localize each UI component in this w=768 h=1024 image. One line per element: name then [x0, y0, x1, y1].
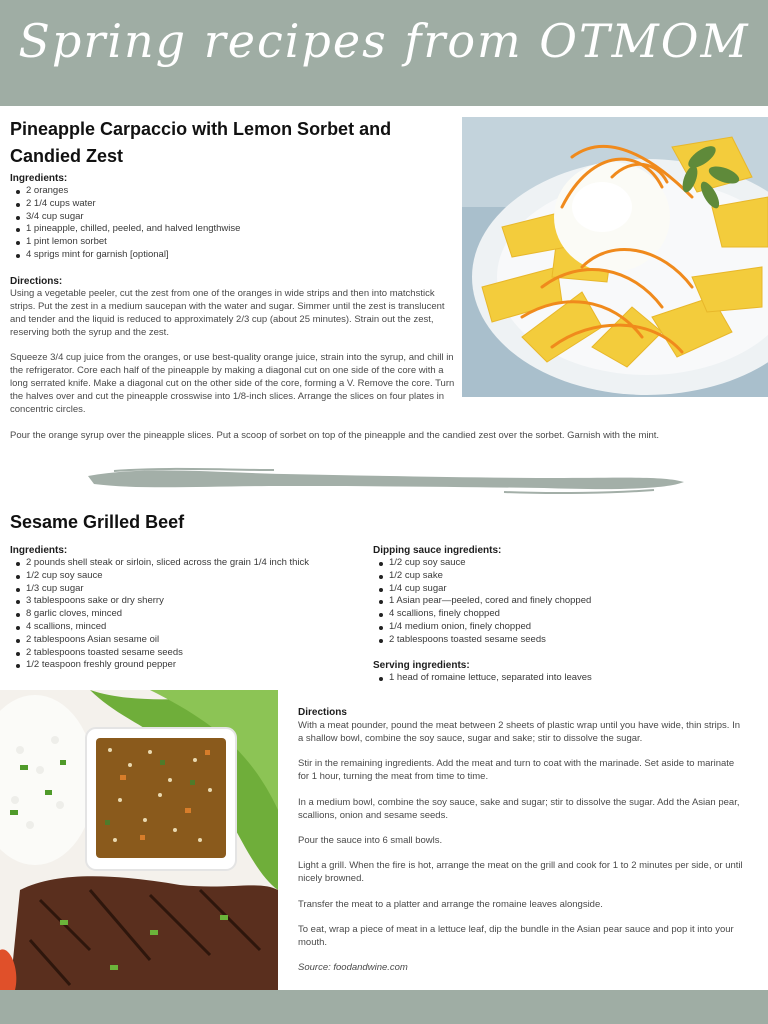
- dipping-sauce-label: Dipping sauce ingredients:: [373, 545, 502, 556]
- list-item: 1/4 cup sugar: [373, 583, 591, 596]
- list-item: 2 tablespoons Asian sesame oil: [10, 634, 309, 647]
- list-item: 1 head of romaine lettuce, separated into leaves: [373, 672, 592, 685]
- page-title: Spring recipes from OTMOM: [18, 14, 750, 68]
- list-item: 1/3 cup sugar: [10, 583, 309, 596]
- list-item: 2 tablespoons toasted sesame seeds: [373, 634, 591, 647]
- list-item: 1 Asian pear—peeled, cored and finely chopped: [373, 595, 591, 608]
- direction-paragraph: Using a vegetable peeler, cut the zest from one of the oranges in wide strips and then into matchstick strips. Put the zest in a medium saucepan with the water and sugar. Simmer until the zest is translucent and tender and the liquid is reduced to approximately 2/3 cup (about 25 minutes). Strain out the zest, reserving both the syrup and the zest.: [10, 288, 445, 338]
- ingredients-label: Ingredients:: [10, 545, 68, 556]
- list-item: 2 1/4 cups water: [10, 198, 240, 211]
- directions-label: Directions: [298, 707, 347, 718]
- list-item: 1/2 cup sake: [373, 570, 591, 583]
- pineapple-carpaccio-photo: [462, 117, 768, 397]
- recipe-title-sesame-beef: Sesame Grilled Beef: [10, 512, 185, 532]
- list-item: 1/2 cup soy sauce: [373, 557, 591, 570]
- direction-paragraph: Pour the orange syrup over the pineapple slices. Put a scoop of sorbet on top of the pineapple and the candied zest over the sorbet. Garnish with the mint.: [10, 430, 660, 441]
- sesame-beef-directions: [298, 706, 746, 988]
- source-credit: Source: foodandwine.com: [298, 962, 408, 974]
- header-band: [0, 0, 768, 106]
- footer-band: [0, 990, 768, 1024]
- recipe-title-carpaccio: Pineapple Carpaccio with Lemon Sorbet and Candied Zest: [10, 119, 392, 166]
- direction-paragraph: With a meat pounder, pound the meat between 2 sheets of plastic wrap until you have wide, thin strips. In a shallow bowl, combine the soy sauce, sugar and sake; stir to dissolve the sugar.: [298, 720, 741, 744]
- brush-divider: [84, 460, 688, 500]
- list-item: 1/4 medium onion, finely chopped: [373, 621, 591, 634]
- list-item: 4 scallions, minced: [10, 621, 309, 634]
- list-item: 4 sprigs mint for garnish [optional]: [10, 249, 240, 262]
- direction-paragraph: Pour the sauce into 6 small bowls.: [298, 834, 443, 846]
- list-item: 3 tablespoons sake or dry sherry: [10, 595, 309, 608]
- list-item: 1 pint lemon sorbet: [10, 236, 240, 249]
- direction-paragraph: In a medium bowl, combine the soy sauce, sake and sugar; stir to dissolve the sugar. Add the Asian pear, scallions, onion and sesame seeds.: [298, 796, 740, 821]
- list-item: 1 pineapple, chilled, peeled, and halved lengthwise: [10, 223, 240, 236]
- direction-paragraph: Light a grill. When the fire is hot, arrange the meat on the grill and cook for 1 to 2 minutes per side, or until nicely browned.: [298, 860, 743, 885]
- direction-paragraph: Transfer the meat to a platter and arrange the romaine leaves alongside.: [298, 898, 603, 910]
- serving-label: Serving ingredients:: [373, 660, 470, 671]
- direction-paragraph: Squeeze 3/4 cup juice from the oranges, or use best-quality orange juice, strain into the syrup, and chill in the refrigerator. Core each half of the pineapple by making a diagonal cut on one side of the core with a long serrated knife. Make a diagonal cut on the other side of the core, forming a V. Remove the core. Turn the halves over and cut the pineapple crosswise into 1/8-inch slices. Arrange the slices on four plates in concentric circles.: [10, 352, 455, 415]
- list-item: 1/2 cup soy sauce: [10, 570, 309, 583]
- ingredients-list: [10, 185, 240, 262]
- list-item: 8 garlic cloves, minced: [10, 608, 309, 621]
- directions-label: Directions:: [10, 276, 63, 287]
- direction-paragraph: To eat, wrap a piece of meat in a lettuce leaf, dip the bundle in the Asian pear sauce and pop it into your mouth.: [298, 924, 734, 948]
- list-item: 2 pounds shell steak or sirloin, sliced across the grain 1/4 inch thick: [10, 557, 309, 570]
- list-item: 1/2 teaspoon freshly ground pepper: [10, 659, 309, 672]
- dipping-sauce-list: [373, 557, 591, 647]
- sesame-beef-photo: [0, 690, 278, 990]
- list-item: 2 tablespoons toasted sesame seeds: [10, 647, 309, 660]
- serving-list: [373, 672, 592, 685]
- list-item: 4 scallions, finely chopped: [373, 608, 591, 621]
- ingredients-label: Ingredients:: [10, 173, 68, 184]
- list-item: 3/4 cup sugar: [10, 211, 240, 224]
- ingredients-list: [10, 557, 309, 672]
- direction-paragraph: Stir in the remaining ingredients. Add the meat and turn to coat with the marinade. Set aside to marinate for 1 hour, turning the meat from time to time.: [298, 758, 735, 783]
- list-item: 2 oranges: [10, 185, 240, 198]
